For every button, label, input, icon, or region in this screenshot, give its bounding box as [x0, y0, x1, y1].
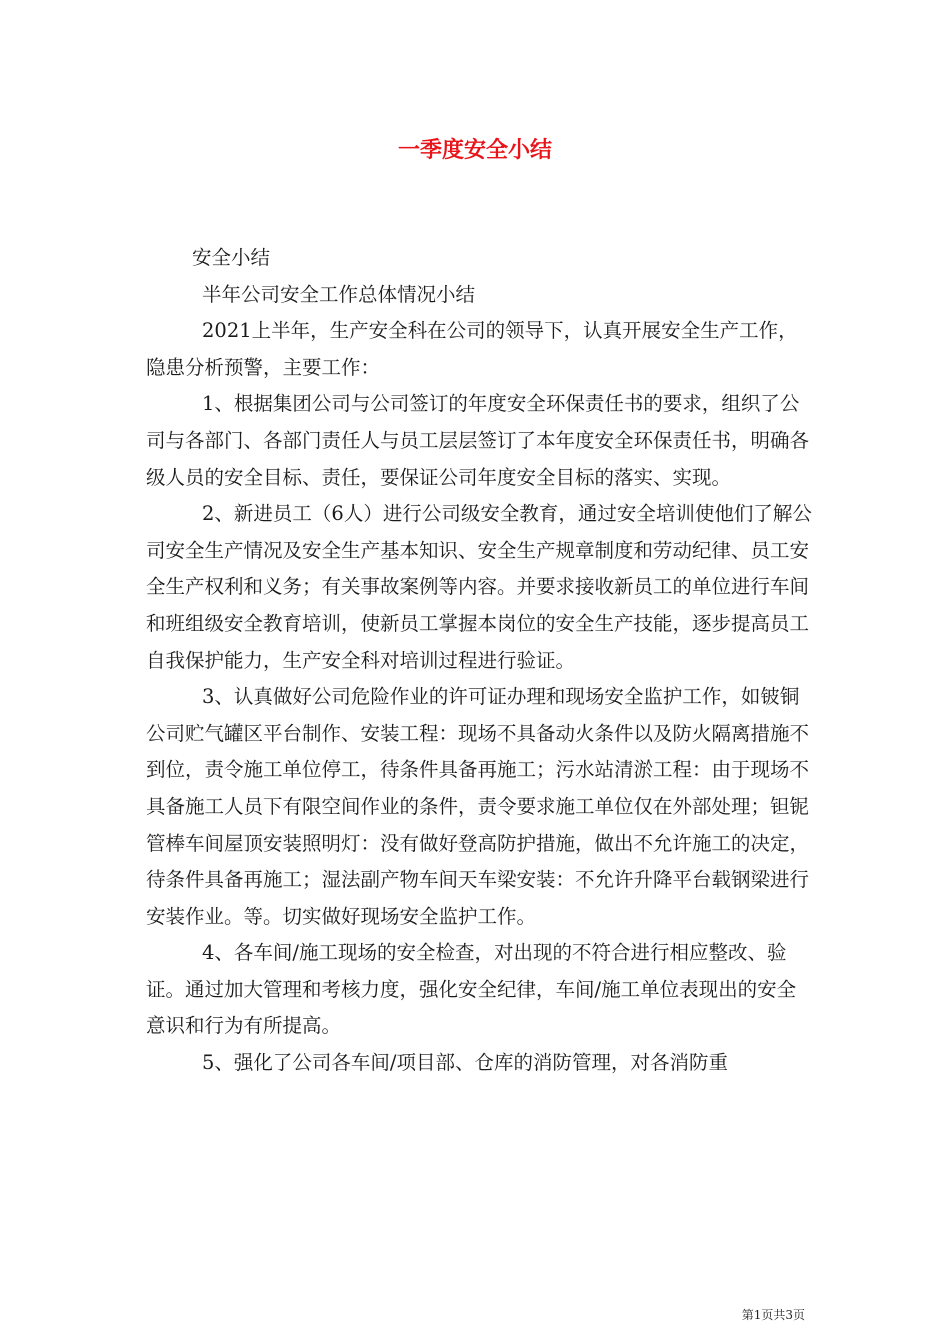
item-paragraph-1: 1、根据集团公司与公司签订的年度安全环保责任书的要求，组织了公司与各部门、各部门责任人与员工层层签订了本年度安全环保责任书，明确各级人员的安全目标、责任，要保证公司年度安全目标的落实、实现。	[146, 392, 810, 489]
item-paragraph-5: 5、强化了公司各车间/项目部、仓库的消防管理，对各消防重	[202, 1051, 728, 1075]
page-number: 第1页共3页	[741, 1308, 805, 1322]
subtitle-paragraph: 半年公司安全工作总体情况小结	[202, 282, 476, 306]
document-body	[146, 240, 812, 1082]
page-title: 一季度安全小结	[397, 138, 552, 163]
section-heading: 安全小结	[192, 246, 271, 269]
item-paragraph-4: 4、各车间/施工现场的安全检查，对出现的不符合进行相应整改、验证。通过加大管理和考核力度，强化安全纪律，车间/施工单位表现出的安全意识和行为有所提高。	[146, 941, 797, 1038]
intro-paragraph: 2021上半年，生产安全科在公司的领导下，认真开展安全生产工作，隐患分析预警，主要工作：	[146, 319, 798, 379]
item-paragraph-3: 3、认真做好公司危险作业的许可证办理和现场安全监护工作，如铍铜公司贮气罐区平台制作、安装工程：现场不具备动火条件以及防火隔离措施不到位，责令施工单位停工，待条件具备再施工；污水站清淤工程：由于现场不具备施工人员下有限空间作业的条件，责令要求施工单位仅在外部处理；钽铌管棒车间屋顶安装照明灯：没有做好登高防护措施，做出不允许施工的决定，待条件具备再施工；湿法副产物车间天车梁安装：不允许升降平台载钢梁进行安装作业。等。切实做好现场安全监护工作。	[146, 685, 810, 928]
item-paragraph-2: 2、新进员工（6人）进行公司级安全教育，通过安全培训使他们了解公司安全生产情况及安全生产基本知识、安全生产规章制度和劳动纪律、员工安全生产权利和义务；有关事故案例等内容。并要求接收新员工的单位进行车间和班组级安全教育培训，使新员工掌握本岗位的安全生产技能，逐步提高员工自我保护能力，生产安全科对培训过程进行验证。	[146, 502, 812, 672]
